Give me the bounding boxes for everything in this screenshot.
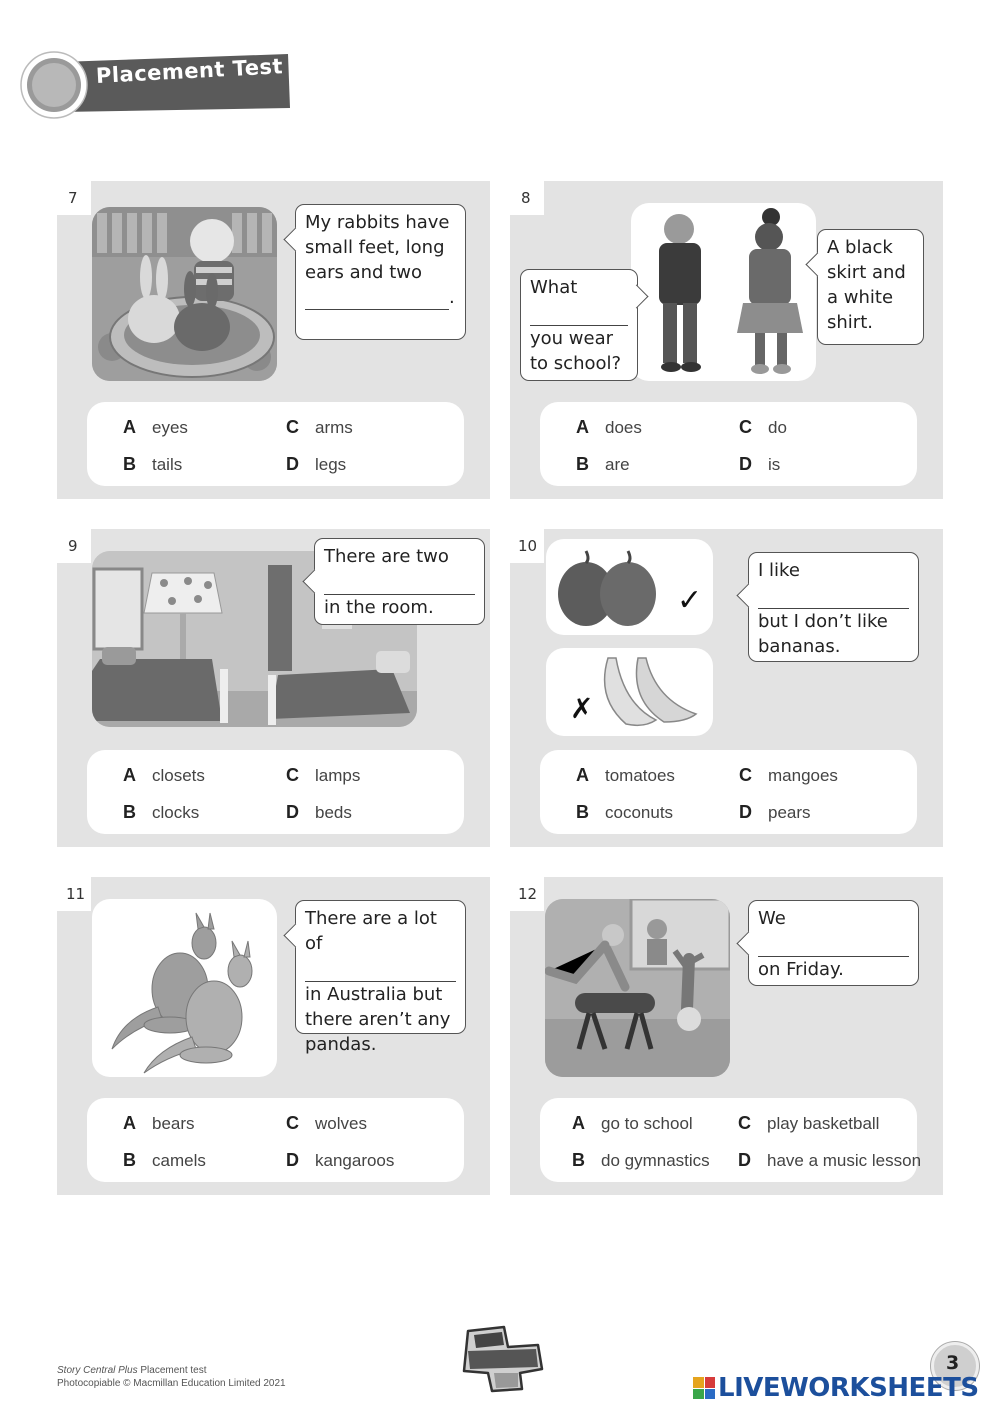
children-illustration — [631, 203, 816, 381]
answer-blank — [324, 569, 475, 595]
liveworksheets-icon — [693, 1377, 715, 1399]
bananas-picture — [546, 648, 713, 736]
series-name: Story Central Plus — [57, 1365, 138, 1376]
option-text: closets — [152, 766, 205, 785]
rabbits-illustration — [92, 207, 277, 381]
answer-options — [540, 402, 917, 486]
answer-options — [540, 750, 917, 834]
bubble-line: skirt and — [827, 262, 906, 283]
question-number: 11 — [66, 885, 86, 903]
option-letter: A — [576, 417, 589, 437]
bubble-end: . — [449, 287, 455, 308]
liveworksheets-watermark — [693, 1373, 979, 1403]
children-picture — [631, 203, 816, 381]
bubble-line: A black — [827, 237, 893, 258]
speech-bubble — [748, 552, 919, 662]
story-central-logo — [458, 1325, 544, 1393]
option-text: clocks — [152, 803, 200, 822]
bubble-tail — [736, 931, 760, 955]
question-11 — [57, 877, 490, 1195]
bubble-line: There are two — [324, 546, 449, 567]
option-letter: D — [286, 802, 299, 822]
option-letter: B — [123, 802, 136, 822]
option-text: go to school — [601, 1114, 693, 1133]
option-text: beds — [315, 803, 352, 822]
option-letter: A — [576, 765, 589, 785]
option-text: do gymnastics — [601, 1151, 710, 1170]
logo-graphic — [458, 1325, 544, 1393]
question-9 — [57, 529, 490, 847]
rabbits-picture — [92, 207, 277, 381]
answer-blank — [305, 289, 449, 310]
option-text: lamps — [315, 766, 361, 785]
bubble-line: I like — [758, 560, 800, 581]
option-letter: B — [123, 454, 136, 474]
bubble-line: you wear — [530, 328, 614, 349]
option-text: wolves — [315, 1114, 367, 1133]
speech-bubble — [748, 900, 919, 986]
option-text: arms — [315, 418, 353, 437]
option-letter: B — [576, 802, 589, 822]
cross-mark: ✗ — [570, 692, 594, 725]
question-12 — [510, 877, 943, 1195]
bubble-line: ears and two — [305, 262, 422, 283]
option-text: camels — [152, 1151, 206, 1170]
watermark-text: LIVEWORKSHEETS — [718, 1373, 979, 1403]
option-text: are — [605, 455, 630, 474]
option-text: do — [768, 418, 787, 437]
bubble-line: small feet, long — [305, 237, 445, 258]
question-number-box — [510, 181, 544, 215]
question-number: 8 — [521, 189, 531, 207]
option-letter: C — [286, 765, 299, 785]
gymnastics-picture — [545, 899, 730, 1077]
option-letter: B — [572, 1150, 585, 1170]
onions-picture — [546, 539, 713, 635]
page-title: Placement Test — [95, 54, 284, 88]
option-letter: B — [576, 454, 589, 474]
option-text: coconuts — [605, 803, 674, 822]
bubble-line: there aren’t any — [305, 1009, 451, 1030]
option-text: tails — [152, 455, 183, 474]
option-letter: D — [286, 454, 299, 474]
option-letter: A — [572, 1113, 585, 1133]
answer-blank — [530, 300, 628, 326]
series-suffix: Placement test — [137, 1365, 207, 1376]
answer-blank — [758, 931, 909, 957]
speech-bubble-left — [520, 269, 638, 381]
question-number: 10 — [518, 537, 538, 555]
question-number-box — [510, 877, 544, 911]
speech-bubble — [295, 900, 466, 1055]
kangaroos-picture — [92, 899, 277, 1077]
bubble-line: There are a lot of — [305, 908, 437, 954]
question-number: 7 — [68, 189, 78, 207]
option-letter: A — [123, 417, 136, 437]
question-number-box — [510, 529, 544, 563]
option-letter: D — [739, 454, 752, 474]
option-text: bears — [152, 1114, 195, 1133]
option-letter: D — [739, 802, 752, 822]
answer-blank — [305, 956, 456, 982]
bubble-line: on Friday. — [758, 959, 844, 980]
question-7 — [57, 181, 490, 499]
bubble-tail — [283, 923, 307, 947]
speech-bubble — [295, 204, 466, 340]
option-text: mangoes — [768, 766, 838, 785]
option-text: is — [768, 455, 781, 474]
question-number: 12 — [518, 885, 538, 903]
option-text: play basketball — [767, 1114, 880, 1133]
answer-options — [87, 1098, 464, 1182]
option-text: legs — [315, 455, 347, 474]
option-letter: C — [738, 1113, 751, 1133]
footer-credits — [57, 1364, 286, 1390]
question-number: 9 — [68, 537, 78, 555]
bubble-line: shirt. — [827, 312, 873, 333]
question-number-box — [57, 877, 91, 911]
page-number: 3 — [946, 1352, 960, 1374]
option-text: eyes — [152, 418, 188, 437]
bubble-line: in the room. — [324, 597, 434, 618]
bubble-line: bananas. — [758, 636, 841, 657]
bubble-line: My rabbits have — [305, 212, 450, 233]
bubble-line: to school? — [530, 353, 622, 374]
option-letter: D — [738, 1150, 751, 1170]
option-letter: C — [286, 417, 299, 437]
answer-blank — [758, 583, 909, 609]
bubble-line: a white — [827, 287, 894, 308]
bubble-tail — [736, 583, 760, 607]
option-text: pears — [768, 803, 811, 822]
bubble-line: We — [758, 908, 786, 929]
speech-bubble-right — [817, 229, 924, 345]
speech-bubble — [314, 538, 485, 625]
bubble-line: in Australia but — [305, 984, 443, 1005]
gymnastics-illustration — [545, 899, 730, 1077]
question-number-box — [57, 181, 91, 215]
option-letter: C — [286, 1113, 299, 1133]
answer-options — [87, 750, 464, 834]
option-letter: A — [123, 1113, 136, 1133]
option-text: kangaroos — [315, 1151, 395, 1170]
copyright: Photocopiable © Macmillan Education Limited 2021 — [57, 1378, 286, 1389]
question-8 — [510, 181, 943, 499]
question-number-box — [57, 529, 91, 563]
option-text: have a music lesson — [767, 1151, 922, 1170]
question-10 — [510, 529, 943, 847]
option-text: does — [605, 418, 642, 437]
option-letter: B — [123, 1150, 136, 1170]
option-letter: D — [286, 1150, 299, 1170]
option-text: tomatoes — [605, 766, 675, 785]
option-letter: C — [739, 765, 752, 785]
answer-options — [87, 402, 464, 486]
bubble-line: pandas. — [305, 1034, 377, 1055]
kangaroos-illustration — [92, 899, 277, 1077]
bubble-tail — [283, 227, 307, 251]
bubble-line: but I don’t like — [758, 611, 888, 632]
bubble-line: What — [530, 277, 578, 298]
tick-mark: ✓ — [677, 583, 703, 618]
option-letter: C — [739, 417, 752, 437]
answer-options — [540, 1098, 922, 1182]
option-letter: A — [123, 765, 136, 785]
